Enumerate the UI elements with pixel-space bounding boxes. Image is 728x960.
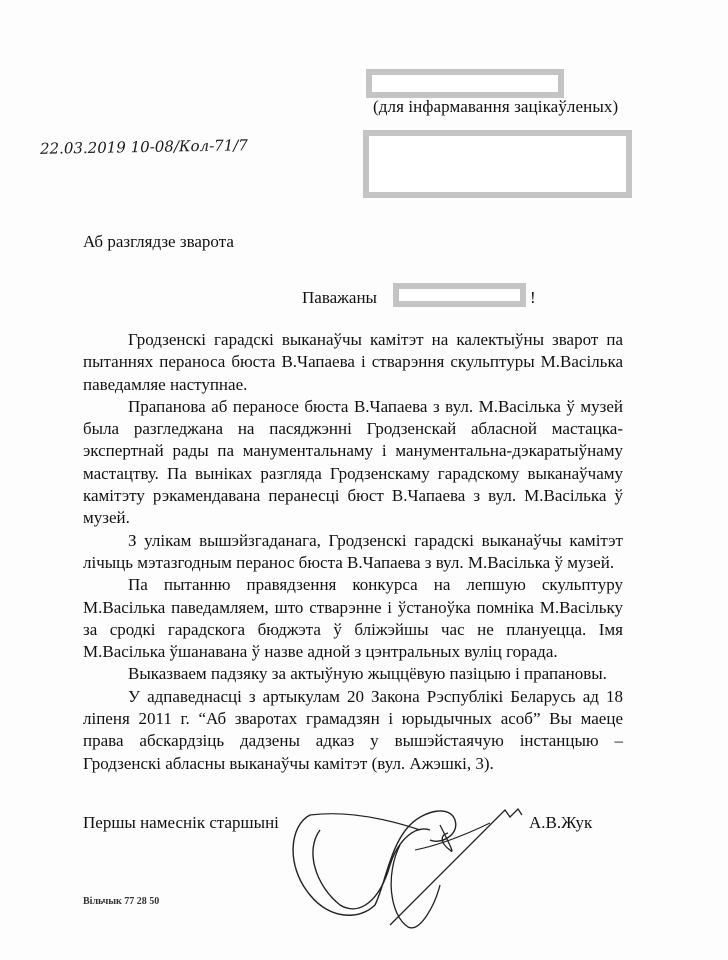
paragraph: У адпаведнасці з артыкулам 20 Закона Рэспублікі Беларусь ад 18 ліпеня 2011 г. “Аб зваротах грамадзян і юрыдычных асоб” Вы маеце права абскардзіць дадзены адказ у вышэйстаячую інстанцыю – Гродзенскі абласны выканаўчы камітэт (вул. Ажэшкі, 3). <box>83 686 623 773</box>
paragraph: З улікам вышэйзгаданага, Гродзенскі гарадскі выканаўчы камітэт лічыць мэтазгодным перанос бюста В.Чапаева з вул. М.Васілька ў музей. <box>83 530 623 572</box>
paragraph: Па пытанню правядзення конкурса на лепшую скульптуру М.Васілька паведамляем, што стварэнне і ўстаноўка помніка М.Васільку за сродкі гарадскога бюджэта ў бліжэйшы час не плануецца. Імя М.Васілька ўшанавана ў назве адной з цэнтральных вуліц горада. <box>83 575 623 662</box>
handwritten-registration-number: 22.03.2019 10-08/Кол-71/7 <box>39 136 249 158</box>
addressee-note: (для інфармавання зацікаўленых) <box>373 97 619 116</box>
signatory-title: Першы намеснік старшыні <box>83 813 279 832</box>
signatory-name: А.В.Жук <box>529 813 593 832</box>
redacted-recipient-address <box>363 130 632 198</box>
paragraph: Выказваем падзяку за актыўную жыццёвую пазіцыю і прапановы. <box>128 664 607 684</box>
greeting-exclamation: ! <box>530 288 536 307</box>
paragraph: Гродзенскі гарадскі выканаўчы камітэт на калектыўны зварот па пытаннях пераноса бюста В.Чапаева і стварэння скульптуры М.Васілька паведамляе наступнае. <box>83 330 623 394</box>
redacted-recipient-1 <box>366 69 564 98</box>
paragraph: Прапанова аб пераносе бюста В.Чапаева з вул. М.Васілька ў музей была разгледжана на пасяджэнні Гродзенскай абласной мастацка-экспертнай рады па манументальнаму і манументальна-дэкаратыўнаму мастацтву. Па выніках разгляда Гродзенскаму гарадскому выканаўчаму камітэту рэкамендавана перанесці бюст В.Чапаева з вул. М.Васілька ў музей. <box>83 396 623 528</box>
greeting-salutation: Паважаны <box>302 288 377 307</box>
handwritten-signature-icon <box>290 805 530 945</box>
letter-body <box>83 329 623 775</box>
letter-subject: Аб разглядзе зварота <box>83 232 234 251</box>
redacted-greeting-name <box>393 283 526 307</box>
executor-contact: Вільчык 77 28 50 <box>83 896 160 907</box>
